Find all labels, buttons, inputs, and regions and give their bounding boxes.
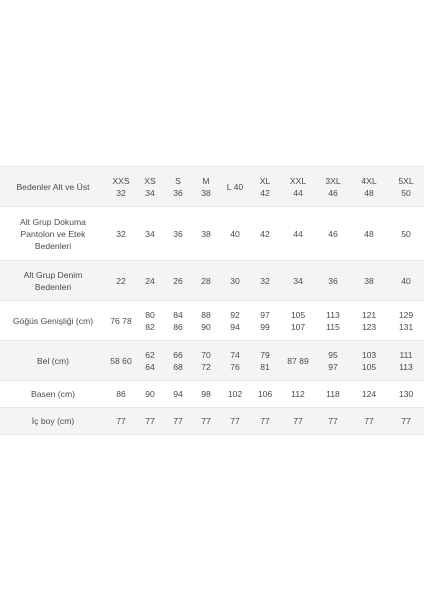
measurement-cell: 34 xyxy=(280,261,316,301)
size-cell: XXS 32 xyxy=(106,167,136,207)
measurement-cell: 32 xyxy=(250,261,280,301)
measurement-cell: 42 xyxy=(250,207,280,261)
measurement-cell: 77 xyxy=(192,408,220,435)
measurement-cell: 84 86 xyxy=(164,301,192,341)
measurement-cell: 90 xyxy=(136,381,164,408)
size-cell: 3XL 46 xyxy=(316,167,350,207)
measurement-cell: 50 xyxy=(388,207,424,261)
measurement-cell: 26 xyxy=(164,261,192,301)
measurement-cell: 130 xyxy=(388,381,424,408)
table-row xyxy=(0,341,424,381)
measurement-cell: 129 131 xyxy=(388,301,424,341)
measurement-cell: 46 xyxy=(316,207,350,261)
measurement-cell: 24 xyxy=(136,261,164,301)
measurement-cell: 40 xyxy=(388,261,424,301)
table-row xyxy=(0,207,424,261)
measurement-cell: 112 xyxy=(280,381,316,408)
measurement-cell: 86 xyxy=(106,381,136,408)
measurement-cell: 124 xyxy=(350,381,388,408)
measurement-cell: 88 90 xyxy=(192,301,220,341)
measurement-cell: 121 123 xyxy=(350,301,388,341)
row-label: Alt Grup Dokuma Pantolon ve Etek Bedenleri xyxy=(0,207,106,261)
size-cell: XXL 44 xyxy=(280,167,316,207)
size-cell: L 40 xyxy=(220,167,250,207)
measurement-cell: 30 xyxy=(220,261,250,301)
measurement-cell: 79 81 xyxy=(250,341,280,381)
measurement-cell: 36 xyxy=(164,207,192,261)
measurement-cell: 76 78 xyxy=(106,301,136,341)
row-label: Göğüs Genişliği (cm) xyxy=(0,301,106,341)
measurement-cell: 113 115 xyxy=(316,301,350,341)
measurement-cell: 103 105 xyxy=(350,341,388,381)
measurement-cell: 77 xyxy=(250,408,280,435)
measurement-cell: 62 64 xyxy=(136,341,164,381)
row-label: Alt Grup Denim Bedenleri xyxy=(0,261,106,301)
size-cell: M 38 xyxy=(192,167,220,207)
measurement-cell: 34 xyxy=(136,207,164,261)
header-row xyxy=(0,167,424,207)
row-label: Basen (cm) xyxy=(0,381,106,408)
measurement-cell: 70 72 xyxy=(192,341,220,381)
measurement-cell: 118 xyxy=(316,381,350,408)
table-row xyxy=(0,381,424,408)
measurement-cell: 38 xyxy=(350,261,388,301)
size-cell: 5XL 50 xyxy=(388,167,424,207)
measurement-cell: 106 xyxy=(250,381,280,408)
table-row xyxy=(0,408,424,435)
measurement-cell: 77 xyxy=(316,408,350,435)
measurement-cell: 48 xyxy=(350,207,388,261)
measurement-cell: 102 xyxy=(220,381,250,408)
measurement-cell: 98 xyxy=(192,381,220,408)
header-label: Bedenler Alt ve Üst xyxy=(0,167,106,207)
measurement-cell: 40 xyxy=(220,207,250,261)
measurement-cell: 77 xyxy=(388,408,424,435)
measurement-cell: 77 xyxy=(280,408,316,435)
measurement-cell: 74 76 xyxy=(220,341,250,381)
row-label: Bel (cm) xyxy=(0,341,106,381)
row-label: İç boy (cm) xyxy=(0,408,106,435)
measurement-cell: 44 xyxy=(280,207,316,261)
size-cell: XL 42 xyxy=(250,167,280,207)
measurement-cell: 77 xyxy=(164,408,192,435)
table-row xyxy=(0,301,424,341)
measurement-cell: 22 xyxy=(106,261,136,301)
size-cell: S 36 xyxy=(164,167,192,207)
measurement-cell: 87 89 xyxy=(280,341,316,381)
measurement-cell: 36 xyxy=(316,261,350,301)
measurement-cell: 77 xyxy=(106,408,136,435)
measurement-cell: 105 107 xyxy=(280,301,316,341)
size-cell: XS 34 xyxy=(136,167,164,207)
measurement-cell: 32 xyxy=(106,207,136,261)
measurement-cell: 92 94 xyxy=(220,301,250,341)
measurement-cell: 80 82 xyxy=(136,301,164,341)
measurement-cell: 38 xyxy=(192,207,220,261)
measurement-cell: 77 xyxy=(136,408,164,435)
measurement-cell: 94 xyxy=(164,381,192,408)
measurement-cell: 58 60 xyxy=(106,341,136,381)
measurement-cell: 77 xyxy=(350,408,388,435)
measurement-cell: 28 xyxy=(192,261,220,301)
measurement-cell: 95 97 xyxy=(316,341,350,381)
measurement-cell: 111 113 xyxy=(388,341,424,381)
measurement-cell: 97 99 xyxy=(250,301,280,341)
table-row xyxy=(0,261,424,301)
measurement-cell: 66 68 xyxy=(164,341,192,381)
size-chart-table xyxy=(0,166,424,435)
size-cell: 4XL 48 xyxy=(350,167,388,207)
measurement-cell: 77 xyxy=(220,408,250,435)
